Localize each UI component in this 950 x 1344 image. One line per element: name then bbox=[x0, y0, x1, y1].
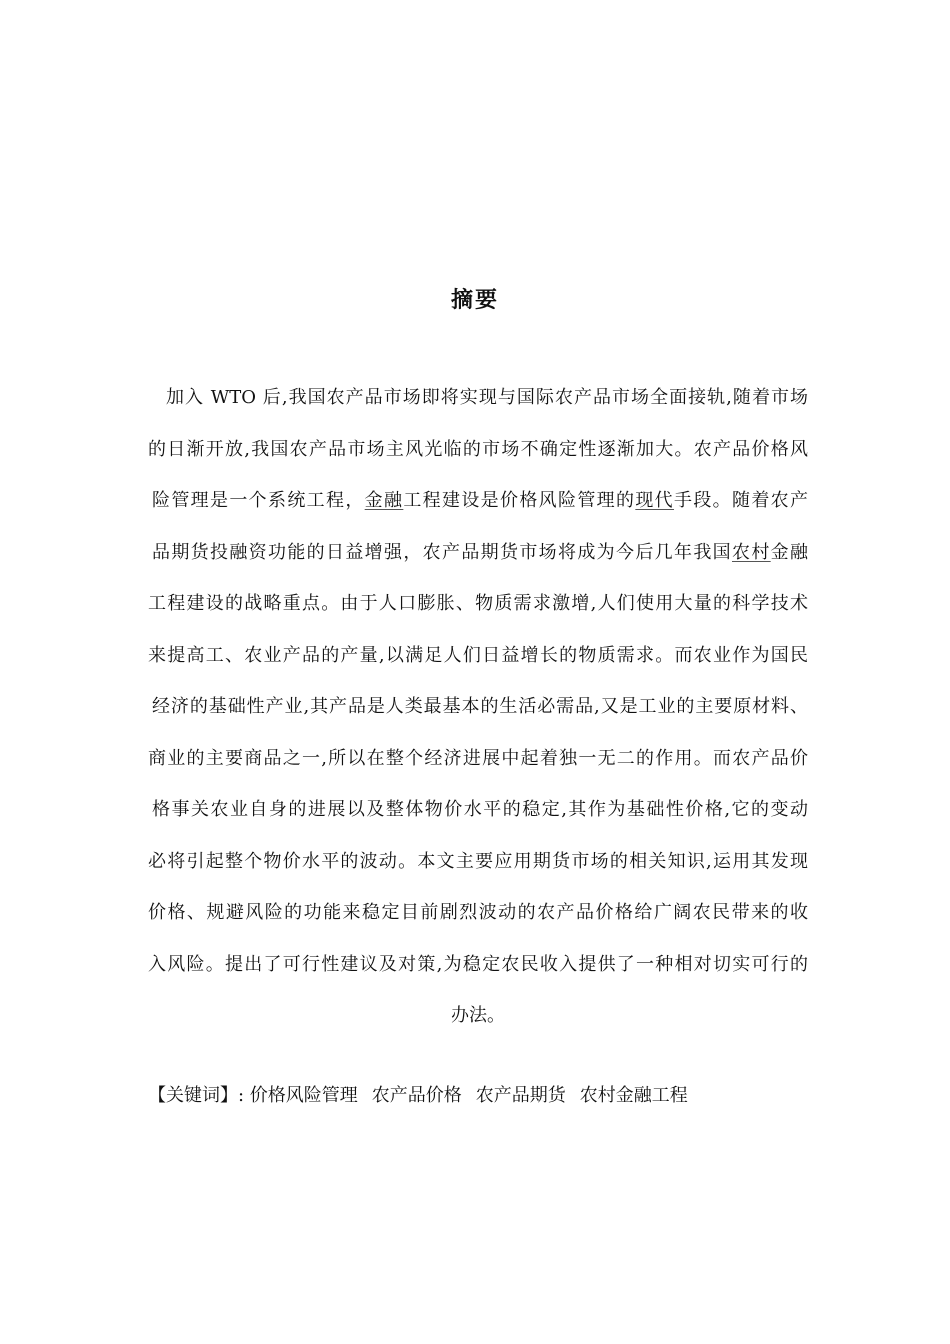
keyword: 农村金融工程 bbox=[579, 1085, 688, 1106]
rural-link[interactable]: 农村 bbox=[732, 541, 771, 563]
abstract-line-segment: 工程建设是价格风险管理的 bbox=[403, 490, 636, 511]
abstract-line-segment: 险管理是一个系统工程， bbox=[152, 490, 365, 511]
abstract-line: 来提高工、农业产品的产量,以满足人们日益增长的物质需求。而农业作为国民 bbox=[148, 644, 808, 666]
abstract-line-segment: 手段。随着农产 bbox=[674, 490, 809, 511]
abstract-line: 的日渐开放,我国农产品市场主风光临的市场不确定性逐渐加大。农产品价格风 bbox=[148, 438, 808, 460]
abstract-line: 格事关农业自身的进展以及整体物价水平的稳定,其作为基础性价格,它的变动 bbox=[152, 799, 808, 820]
abstract-line: 必将引起整个物价水平的波动。本文主要应用期货市场的相关知识,运用其发现 bbox=[148, 850, 808, 872]
keywords-line bbox=[148, 1076, 808, 1116]
keyword: 农产品价格 bbox=[371, 1085, 462, 1106]
abstract-line bbox=[148, 533, 808, 585]
keyword: 价格风险管理 bbox=[249, 1085, 358, 1106]
abstract-line: 商业的主要商品之一,所以在整个经济进展中起着独一无二的作用。而农产品价 bbox=[148, 747, 808, 769]
abstract-title: 摘要 bbox=[450, 287, 499, 313]
modern-link[interactable]: 现代 bbox=[635, 490, 675, 511]
keywords-label: 【关键词】 bbox=[148, 1085, 238, 1106]
abstract-line-segment: 品期货投融资功能的日益增强，农产品期货市场将成为今后几年我国 bbox=[152, 541, 732, 563]
abstract-line: 加入 WTO 后,我国农产品市场即将实现与国际农产品市场全面接轨,随着市场 bbox=[166, 387, 808, 408]
keywords-separator: : bbox=[238, 1085, 250, 1106]
abstract-line: 价格、规避风险的功能来稳定目前剧烈波动的农产品价格给广阔农民带来的收 bbox=[148, 902, 808, 923]
abstract-line-segment: 金融 bbox=[770, 541, 809, 563]
abstract-line: 入风险。提出了可行性建议及对策,为稳定农民收入提供了一种相对切实可行的 bbox=[148, 953, 808, 975]
abstract-line: 办法。 bbox=[451, 1005, 505, 1026]
abstract-line bbox=[148, 481, 808, 533]
abstract-line: 经济的基础性产业,其产品是人类最基本的生活必需品,又是工业的主要原材料、 bbox=[152, 696, 808, 717]
finance-link[interactable]: 金融 bbox=[364, 490, 404, 511]
keyword: 农产品期货 bbox=[475, 1085, 566, 1106]
abstract-line: 工程建设的战略重点。由于人口膨胀、物质需求激增,人们使用大量的科学技术 bbox=[148, 593, 808, 614]
abstract-body bbox=[148, 378, 808, 1048]
